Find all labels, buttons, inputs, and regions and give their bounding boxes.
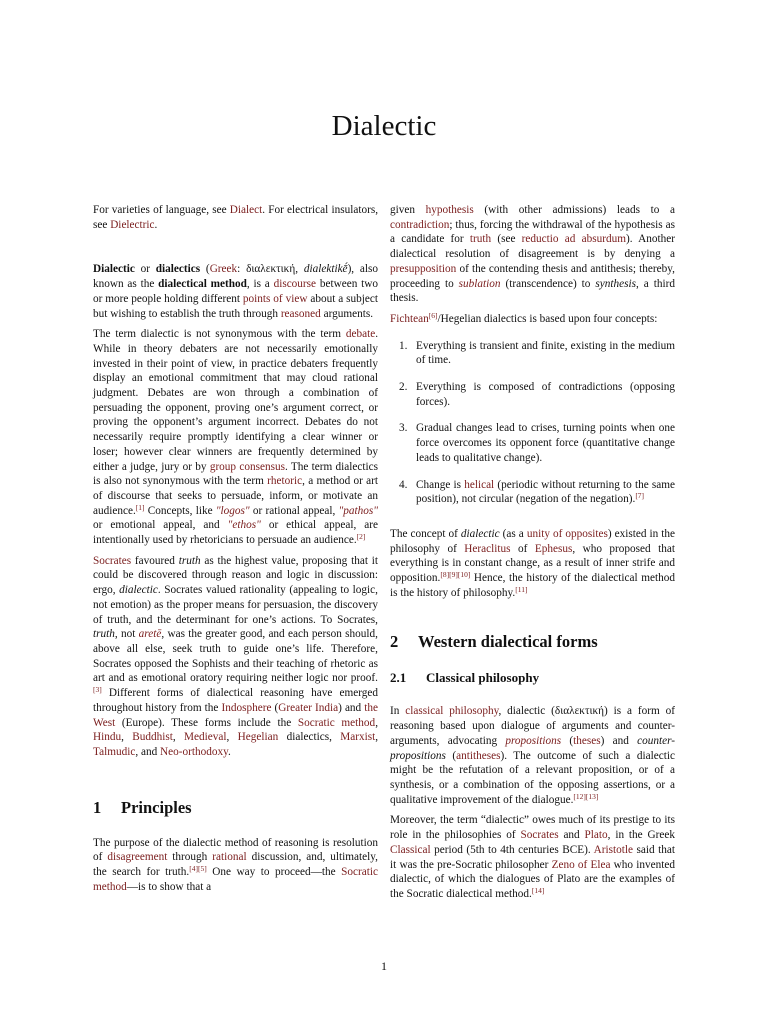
rhetoric-link[interactable]: rhetoric bbox=[267, 475, 303, 488]
heraclitus-paragraph: The concept of dialectic (as a unity of opposites) existed in the philosophy of Heraclitus of Ephesus, who proposed that everything is in constant change, as a result of inner strife and opposition.[8][9][10] Hence, the history of the dialectical method is the history of philosophy.[11] bbox=[390, 527, 676, 599]
section-heading-western-dialectical-forms: 2 Western dialectical forms bbox=[390, 632, 598, 652]
marxist-link[interactable]: Marxist bbox=[340, 731, 376, 744]
socrates-paragraph: Socrates favoured truth as the highest value, proposing that it could be discovered through reason and logic in discussion: ergo, dialectic. Socrates valued rationality (appealing to logic, not emotion) as the proper means for persuasion, the discovery of truth, and the determinant for one’s actions. To Socrates, truth, not aretē, was the greater good, and each person should, above all else, seek truth to guide one’s life. Therefore, Socrates opposed the Sophists and their teaching of rhetoric as art and as emotional oratory requiring neither logic nor proof.[3] Different forms of dialectical reasoning have emerged throughout history from the Indosphere (Greater India) and the West (Europe). These forms include the Socratic method, Hindu, Buddhist, Medieval, Hegelian dialectics, Marxist, Talmudic, and Neo-orthodoxy. bbox=[93, 554, 379, 758]
pathos-link[interactable]: "pathos" bbox=[338, 504, 378, 517]
fichtean-link[interactable]: Fichtean bbox=[390, 312, 429, 325]
fichtean-paragraph: Fichtean[6]/Hegelian dialectics is based upon four concepts: bbox=[390, 310, 658, 325]
helical-link[interactable]: helical bbox=[464, 478, 495, 491]
hatnote: For varieties of language, see Dialect. For electrical insulators, see Dielectric. bbox=[93, 204, 379, 231]
antitheses-link[interactable]: antitheses bbox=[456, 749, 501, 762]
reasoned-link[interactable]: reasoned bbox=[280, 307, 321, 320]
subsection-heading-classical-philosophy: 2.1 Classical philosophy bbox=[390, 670, 540, 686]
dialect-link[interactable]: Dialect bbox=[229, 204, 263, 216]
propositions-link[interactable]: propositions bbox=[505, 734, 562, 747]
socrates-link[interactable]: Socrates bbox=[520, 829, 559, 842]
prestige-paragraph: Moreover, the term “dialectic” owes much of its prestige to its role in the philosophies of Socrates and Plato, in the Greek Classical period (5th to 4th centuries BCE). Aristotle said that it was the pre-Socratic philosopher Zeno of Elea who invented dialectic, of which the dialogues of Plato are the examples of the Socratic dialectical method.[14] bbox=[390, 814, 675, 900]
classical-paragraph: In classical philosophy, dialectic (διαλεκτική) is a form of reasoning based upon dialogue of arguments and counter-arguments, advocating propositions (theses) and counter-propositions (antitheses). The outcome of such a dialectic might be the refutation of a relevant proposition, or of a synthesis, or a combination of the opposing assertions, or a qualitative improvement of the dialogue.[12][13] bbox=[390, 705, 676, 806]
ethos-link[interactable]: "ethos" bbox=[227, 519, 261, 532]
citation-link[interactable]: [14] bbox=[531, 885, 545, 895]
debate-link[interactable]: debate bbox=[345, 328, 376, 341]
citation-link[interactable]: [4][5] bbox=[189, 864, 207, 874]
medieval-link[interactable]: Medieval bbox=[184, 731, 227, 744]
rational-link[interactable]: rational bbox=[212, 851, 247, 864]
contradiction-link[interactable]: contradiction bbox=[390, 218, 450, 231]
group-consensus-link[interactable]: group consensus bbox=[209, 460, 285, 473]
reductio-ad-absurdum-link[interactable]: reductio ad absurdum bbox=[521, 233, 626, 246]
talmudic-link[interactable]: Talmudic bbox=[93, 745, 136, 758]
classical-link[interactable]: Classical bbox=[390, 843, 431, 856]
hypothesis-link[interactable]: hypothesis bbox=[425, 204, 474, 216]
truth-link[interactable]: truth bbox=[469, 233, 492, 246]
neo-orthodoxy-link[interactable]: Neo-orthodoxy bbox=[160, 745, 229, 758]
aristotle-link[interactable]: Aristotle bbox=[593, 843, 633, 856]
buddhist-link[interactable]: Buddhist bbox=[132, 731, 173, 744]
zeno-of-elea-link[interactable]: Zeno of Elea bbox=[551, 858, 611, 871]
page-title: Dialectic bbox=[331, 110, 437, 142]
intro-paragraph: Dialectic or dialectics (Greek: διαλεκτική, dialektikḗ), also known as the dialectical method, is a discourse between two or more people holding different points of view about a subject but wishing to establish the truth through reasoned arguments. bbox=[93, 263, 379, 320]
hypothesis-paragraph: given hypothesis (with other admissions) leads to a contradiction; thus, forcing the withdrawal of the hypothesis as a candidate for truth (see reductio ad absurdum). Another dialectical resolution of disagreement is by denying a presupposition of the contending thesis and antithesis; thereby, proceeding to sublation (transcendence) to synthesis, a third thesis. bbox=[390, 204, 675, 305]
list-item: 1. Everything is transient and finite, existing in the medium of time. bbox=[399, 339, 675, 367]
hegelian-link[interactable]: Hegelian bbox=[237, 731, 279, 744]
debate-paragraph: The term dialectic is not synonymous with the term debate. While in theory debaters are not necessarily emotionally invested in their point of view, in practice debaters frequently display an emotional commitment that may cloud rational judgment. Debates are won through a combination of persuading the opponent, proving one’s argument correct, or proving the opponent’s argument incorrect. Debates do not necessarily require promptly identifying a clear winner or loser; however clear winners are frequently determined by either a judge, jury or by group consensus. The term dialectics is also not synonymous with the term rhetoric, a method or art of discourse that seeks to persuade, inform, or motivate an audience.[1] Concepts, like "logos" or rational appeal, "pathos" or emotional appeal, and "ethos" or ethical appeal, are intentionally used by rhetoricians to persuade an audience.[2] bbox=[93, 328, 378, 547]
concepts-list bbox=[390, 339, 675, 507]
right-column bbox=[390, 203, 675, 902]
citation-link[interactable]: [7] bbox=[635, 491, 645, 501]
citation-link[interactable]: [3] bbox=[93, 685, 102, 695]
arete-link[interactable]: aretē bbox=[138, 628, 162, 641]
left-column bbox=[93, 203, 378, 894]
sublation-link[interactable]: sublation bbox=[458, 277, 501, 290]
list-item: 4. Change is helical (periodic without returning to the same position), not circular (negation of the negation).[7] bbox=[399, 478, 675, 506]
presupposition-link[interactable]: presupposition bbox=[390, 262, 457, 275]
list-item: 2. Everything is composed of contradictions (opposing forces). bbox=[399, 381, 675, 408]
section-heading-principles: 1 Principles bbox=[93, 797, 192, 817]
citation-link[interactable]: [11] bbox=[515, 584, 528, 594]
logos-link[interactable]: "logos" bbox=[215, 504, 250, 517]
socratic-method-link[interactable]: Socratic method bbox=[297, 716, 376, 729]
ephesus-link[interactable]: Ephesus bbox=[534, 542, 573, 555]
indosphere-link[interactable]: Indosphere bbox=[221, 701, 272, 714]
disagreement-link[interactable]: disagreement bbox=[107, 851, 168, 864]
greater-india-link[interactable]: Greater India bbox=[278, 701, 339, 714]
dielectric-link[interactable]: Dielectric bbox=[110, 218, 155, 231]
discourse-link[interactable]: discourse bbox=[273, 278, 317, 291]
plato-link[interactable]: Plato bbox=[584, 829, 608, 842]
citation-link[interactable]: [2] bbox=[356, 532, 366, 542]
list-item: 3. Gradual changes lead to crises, turning points when one force overcomes its opponent force (quantitative change leads to qualitative change). bbox=[399, 422, 675, 464]
page-number: 1 bbox=[381, 959, 387, 973]
citation-link[interactable]: [8][9][10] bbox=[440, 570, 471, 580]
citation-link[interactable]: [12][13] bbox=[573, 791, 599, 801]
socratic-method-link[interactable]: Socratic method bbox=[93, 866, 378, 893]
theses-link[interactable]: theses bbox=[573, 734, 601, 747]
classical-philosophy-link[interactable]: classical philosophy bbox=[405, 705, 499, 718]
hindu-link[interactable]: Hindu bbox=[93, 731, 122, 744]
unity-of-opposites-link[interactable]: unity of opposites bbox=[526, 527, 608, 540]
purpose-paragraph: The purpose of the dialectic method of reasoning is resolution of disagreement through rational discussion, and, ultimately, the search for truth.[4][5] One way to proceed—the Socratic method—is to show that a bbox=[93, 836, 378, 893]
citation-link[interactable]: [6] bbox=[428, 310, 438, 320]
socrates-link[interactable]: Socrates bbox=[93, 554, 132, 567]
points-of-view-link[interactable]: points of view bbox=[242, 292, 308, 305]
the-west-link[interactable]: the West bbox=[93, 701, 378, 729]
heraclitus-link[interactable]: Heraclitus bbox=[464, 542, 511, 555]
greek-link[interactable]: Greek bbox=[209, 263, 238, 276]
citation-link[interactable]: [1] bbox=[135, 502, 145, 512]
